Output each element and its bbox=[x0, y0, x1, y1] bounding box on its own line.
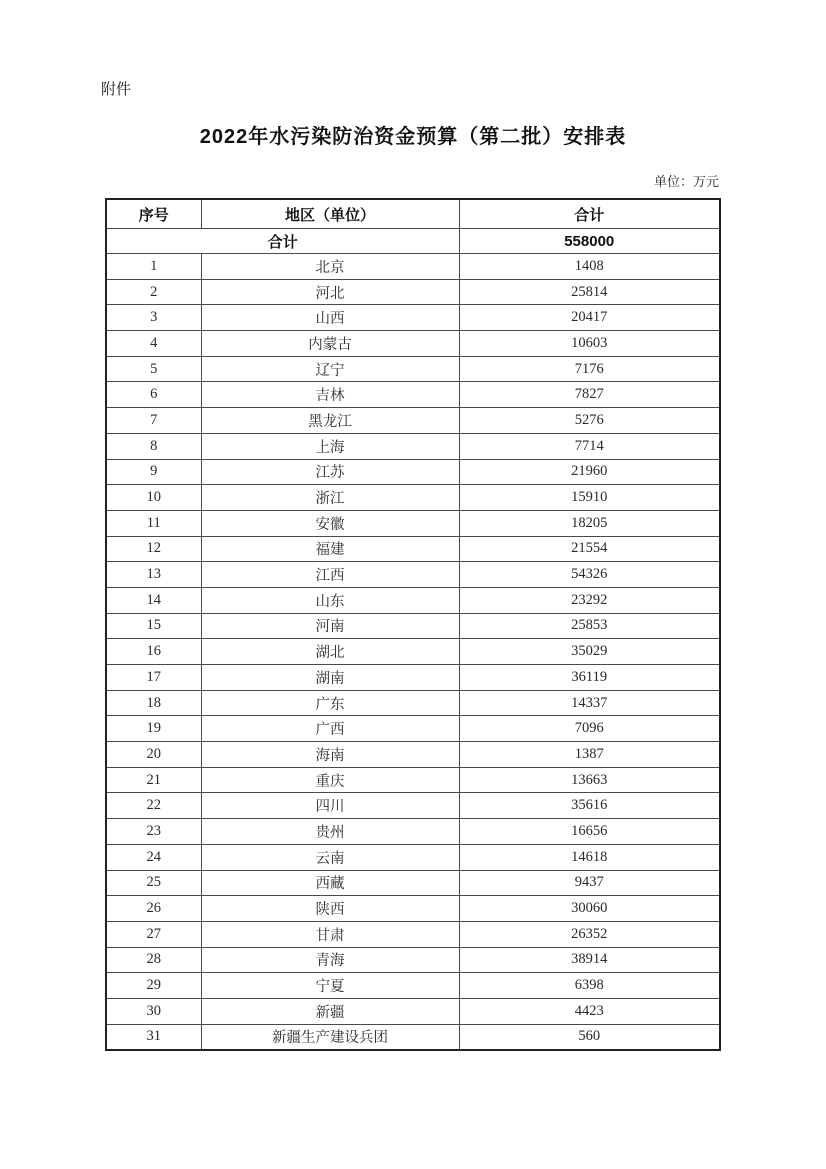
row-no-cell: 15 bbox=[106, 613, 201, 639]
row-amount-cell: 25853 bbox=[459, 613, 720, 639]
row-amount-cell: 7714 bbox=[459, 433, 720, 459]
row-amount-cell: 5276 bbox=[459, 408, 720, 434]
row-no-cell: 16 bbox=[106, 639, 201, 665]
row-region-cell: 云南 bbox=[201, 844, 459, 870]
unit-note: 单位：万元 bbox=[653, 174, 719, 189]
row-no-cell: 11 bbox=[106, 510, 201, 536]
row-amount-cell: 14337 bbox=[459, 690, 720, 716]
table-row bbox=[106, 639, 720, 665]
column-header-region: 地区（单位） bbox=[201, 199, 459, 229]
row-region-cell: 山东 bbox=[201, 587, 459, 613]
row-region-cell: 青海 bbox=[201, 947, 459, 973]
row-no-cell: 17 bbox=[106, 665, 201, 691]
table-row bbox=[106, 613, 720, 639]
row-amount-cell: 13663 bbox=[459, 767, 720, 793]
table-row bbox=[106, 459, 720, 485]
row-no-cell: 2 bbox=[106, 279, 201, 305]
table-row bbox=[106, 742, 720, 768]
row-no-cell: 12 bbox=[106, 536, 201, 562]
table-row bbox=[106, 587, 720, 613]
row-no-cell: 31 bbox=[106, 1024, 201, 1050]
table-row bbox=[106, 279, 720, 305]
table-row bbox=[106, 998, 720, 1024]
row-amount-cell: 35029 bbox=[459, 639, 720, 665]
row-no-cell: 23 bbox=[106, 819, 201, 845]
row-region-cell: 上海 bbox=[201, 433, 459, 459]
row-region-cell: 重庆 bbox=[201, 767, 459, 793]
row-no-cell: 30 bbox=[106, 998, 201, 1024]
row-amount-cell: 38914 bbox=[459, 947, 720, 973]
row-region-cell: 新疆生产建设兵团 bbox=[201, 1024, 459, 1050]
row-no-cell: 13 bbox=[106, 562, 201, 588]
table-row bbox=[106, 331, 720, 357]
table-body bbox=[106, 254, 720, 1051]
row-region-cell: 宁夏 bbox=[201, 973, 459, 999]
row-no-cell: 24 bbox=[106, 844, 201, 870]
table-row bbox=[106, 305, 720, 331]
row-no-cell: 6 bbox=[106, 382, 201, 408]
total-row bbox=[106, 229, 720, 254]
row-no-cell: 27 bbox=[106, 921, 201, 947]
row-amount-cell: 18205 bbox=[459, 510, 720, 536]
table-row bbox=[106, 716, 720, 742]
row-no-cell: 28 bbox=[106, 947, 201, 973]
row-no-cell: 29 bbox=[106, 973, 201, 999]
row-region-cell: 内蒙古 bbox=[201, 331, 459, 357]
row-no-cell: 4 bbox=[106, 331, 201, 357]
row-amount-cell: 21960 bbox=[459, 459, 720, 485]
row-region-cell: 北京 bbox=[201, 254, 459, 280]
row-region-cell: 山西 bbox=[201, 305, 459, 331]
row-no-cell: 10 bbox=[106, 485, 201, 511]
row-amount-cell: 35616 bbox=[459, 793, 720, 819]
row-region-cell: 江西 bbox=[201, 562, 459, 588]
row-amount-cell: 54326 bbox=[459, 562, 720, 588]
row-no-cell: 26 bbox=[106, 896, 201, 922]
row-amount-cell: 14618 bbox=[459, 844, 720, 870]
row-no-cell: 21 bbox=[106, 767, 201, 793]
row-region-cell: 广西 bbox=[201, 716, 459, 742]
table-row bbox=[106, 433, 720, 459]
table-row bbox=[106, 973, 720, 999]
row-amount-cell: 23292 bbox=[459, 587, 720, 613]
table-row bbox=[106, 665, 720, 691]
row-no-cell: 9 bbox=[106, 459, 201, 485]
row-region-cell: 贵州 bbox=[201, 819, 459, 845]
row-no-cell: 14 bbox=[106, 587, 201, 613]
row-amount-cell: 560 bbox=[459, 1024, 720, 1050]
row-region-cell: 湖南 bbox=[201, 665, 459, 691]
table-row bbox=[106, 510, 720, 536]
table-row bbox=[106, 485, 720, 511]
row-no-cell: 7 bbox=[106, 408, 201, 434]
row-amount-cell: 26352 bbox=[459, 921, 720, 947]
table-row bbox=[106, 793, 720, 819]
row-no-cell: 22 bbox=[106, 793, 201, 819]
table-row bbox=[106, 947, 720, 973]
row-region-cell: 福建 bbox=[201, 536, 459, 562]
row-region-cell: 甘肃 bbox=[201, 921, 459, 947]
row-region-cell: 安徽 bbox=[201, 510, 459, 536]
row-amount-cell: 30060 bbox=[459, 896, 720, 922]
row-amount-cell: 10603 bbox=[459, 331, 720, 357]
row-no-cell: 19 bbox=[106, 716, 201, 742]
row-amount-cell: 7176 bbox=[459, 356, 720, 382]
row-region-cell: 黑龙江 bbox=[201, 408, 459, 434]
row-region-cell: 四川 bbox=[201, 793, 459, 819]
table-row bbox=[106, 870, 720, 896]
row-no-cell: 25 bbox=[106, 870, 201, 896]
table-row bbox=[106, 921, 720, 947]
row-region-cell: 河南 bbox=[201, 613, 459, 639]
table-row bbox=[106, 356, 720, 382]
row-amount-cell: 4423 bbox=[459, 998, 720, 1024]
row-no-cell: 3 bbox=[106, 305, 201, 331]
row-amount-cell: 20417 bbox=[459, 305, 720, 331]
row-amount-cell: 6398 bbox=[459, 973, 720, 999]
row-no-cell: 5 bbox=[106, 356, 201, 382]
table-row bbox=[106, 690, 720, 716]
row-region-cell: 吉林 bbox=[201, 382, 459, 408]
row-region-cell: 陕西 bbox=[201, 896, 459, 922]
page-title: 2022年水污染防治资金预算（第二批）安排表 bbox=[199, 126, 627, 148]
total-row-label: 合计 bbox=[106, 229, 459, 254]
row-amount-cell: 36119 bbox=[459, 665, 720, 691]
row-region-cell: 辽宁 bbox=[201, 356, 459, 382]
table-row bbox=[106, 844, 720, 870]
row-region-cell: 江苏 bbox=[201, 459, 459, 485]
table-row bbox=[106, 896, 720, 922]
row-amount-cell: 7827 bbox=[459, 382, 720, 408]
row-region-cell: 新疆 bbox=[201, 998, 459, 1024]
row-region-cell: 河北 bbox=[201, 279, 459, 305]
row-amount-cell: 9437 bbox=[459, 870, 720, 896]
row-region-cell: 浙江 bbox=[201, 485, 459, 511]
table-row bbox=[106, 536, 720, 562]
row-no-cell: 8 bbox=[106, 433, 201, 459]
row-amount-cell: 21554 bbox=[459, 536, 720, 562]
total-row-value: 558000 bbox=[459, 229, 720, 254]
row-amount-cell: 1408 bbox=[459, 254, 720, 280]
row-amount-cell: 7096 bbox=[459, 716, 720, 742]
table-row bbox=[106, 408, 720, 434]
row-no-cell: 20 bbox=[106, 742, 201, 768]
row-amount-cell: 15910 bbox=[459, 485, 720, 511]
budget-table bbox=[105, 198, 721, 1051]
row-region-cell: 广东 bbox=[201, 690, 459, 716]
row-region-cell: 湖北 bbox=[201, 639, 459, 665]
row-region-cell: 海南 bbox=[201, 742, 459, 768]
row-amount-cell: 16656 bbox=[459, 819, 720, 845]
header-row bbox=[106, 199, 720, 229]
column-header-total: 合计 bbox=[459, 199, 720, 229]
table-row bbox=[106, 382, 720, 408]
table-row bbox=[106, 767, 720, 793]
table-row bbox=[106, 819, 720, 845]
attachment-label: 附件 bbox=[101, 81, 132, 98]
row-no-cell: 1 bbox=[106, 254, 201, 280]
column-header-no: 序号 bbox=[106, 199, 201, 229]
row-region-cell: 西藏 bbox=[201, 870, 459, 896]
row-amount-cell: 1387 bbox=[459, 742, 720, 768]
row-no-cell: 18 bbox=[106, 690, 201, 716]
row-amount-cell: 25814 bbox=[459, 279, 720, 305]
table-row bbox=[106, 1024, 720, 1050]
table-row bbox=[106, 562, 720, 588]
table-row bbox=[106, 254, 720, 280]
